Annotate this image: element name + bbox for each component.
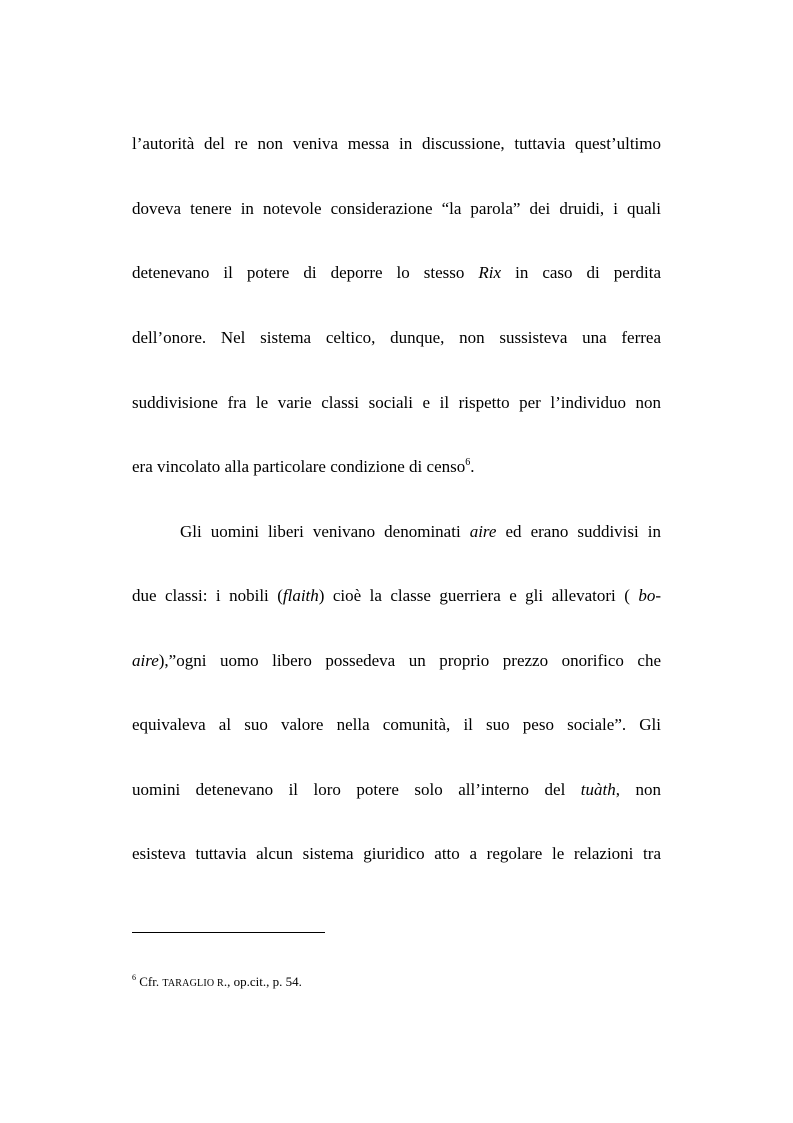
footnote-number: 6 xyxy=(132,973,136,982)
body-line-5: suddivisione fra le varie classi sociali e il rispetto per l’individuo non xyxy=(132,393,661,412)
italic-term-flaith: flaith xyxy=(282,586,319,605)
body-line-11: uomini detenevano il loro potere solo all’interno del tuàth, non xyxy=(132,780,661,799)
footnote-reference[interactable]: 6 xyxy=(465,457,471,468)
body-line-10: equivaleva al suo valore nella comunità, il suo peso sociale”. Gli xyxy=(132,715,661,734)
body-line-8: due classi: i nobili (flaith) cioè la classe guerriera e gli allevatori ( bo- xyxy=(132,586,661,605)
body-line-12: esisteva tuttavia alcun sistema giuridico atto a regolare le relazioni tra xyxy=(132,844,661,863)
body-line-6: era vincolato alla particolare condizione di censo$^6$. xyxy=(132,457,475,476)
footnote-author: TARAGLIO R xyxy=(162,978,224,989)
body-line-9: aire),”ogni uomo libero possedeva un proprio prezzo onorifico che xyxy=(132,651,661,670)
italic-term-bo: bo- xyxy=(638,586,661,605)
footnote-divider xyxy=(132,932,325,933)
body-line-3: detenevano il potere di deporre lo stesso Rix in caso di perdita xyxy=(132,263,661,282)
italic-term-aire-2: aire xyxy=(132,651,159,670)
body-line-1: l’autorità del re non veniva messa in discussione, tuttavia quest’ultimo xyxy=(132,134,661,153)
italic-term-aire: aire xyxy=(469,522,497,541)
italic-term-tuath: tuàth xyxy=(580,780,616,799)
body-line-2: doveva tenere in notevole considerazione “la parola” dei druidi, i quali xyxy=(132,199,661,218)
italic-term-rix: Rix xyxy=(478,263,502,282)
body-line-7: Gli uomini liberi venivano denominati aire ed erano suddivisi in xyxy=(180,522,661,541)
footnote: $^6$ Cfr. TARAGLIO R., op.cit., p. 54. xyxy=(132,973,302,989)
body-line-4: dell’onore. Nel sistema celtico, dunque, non sussisteva una ferrea xyxy=(132,328,661,347)
